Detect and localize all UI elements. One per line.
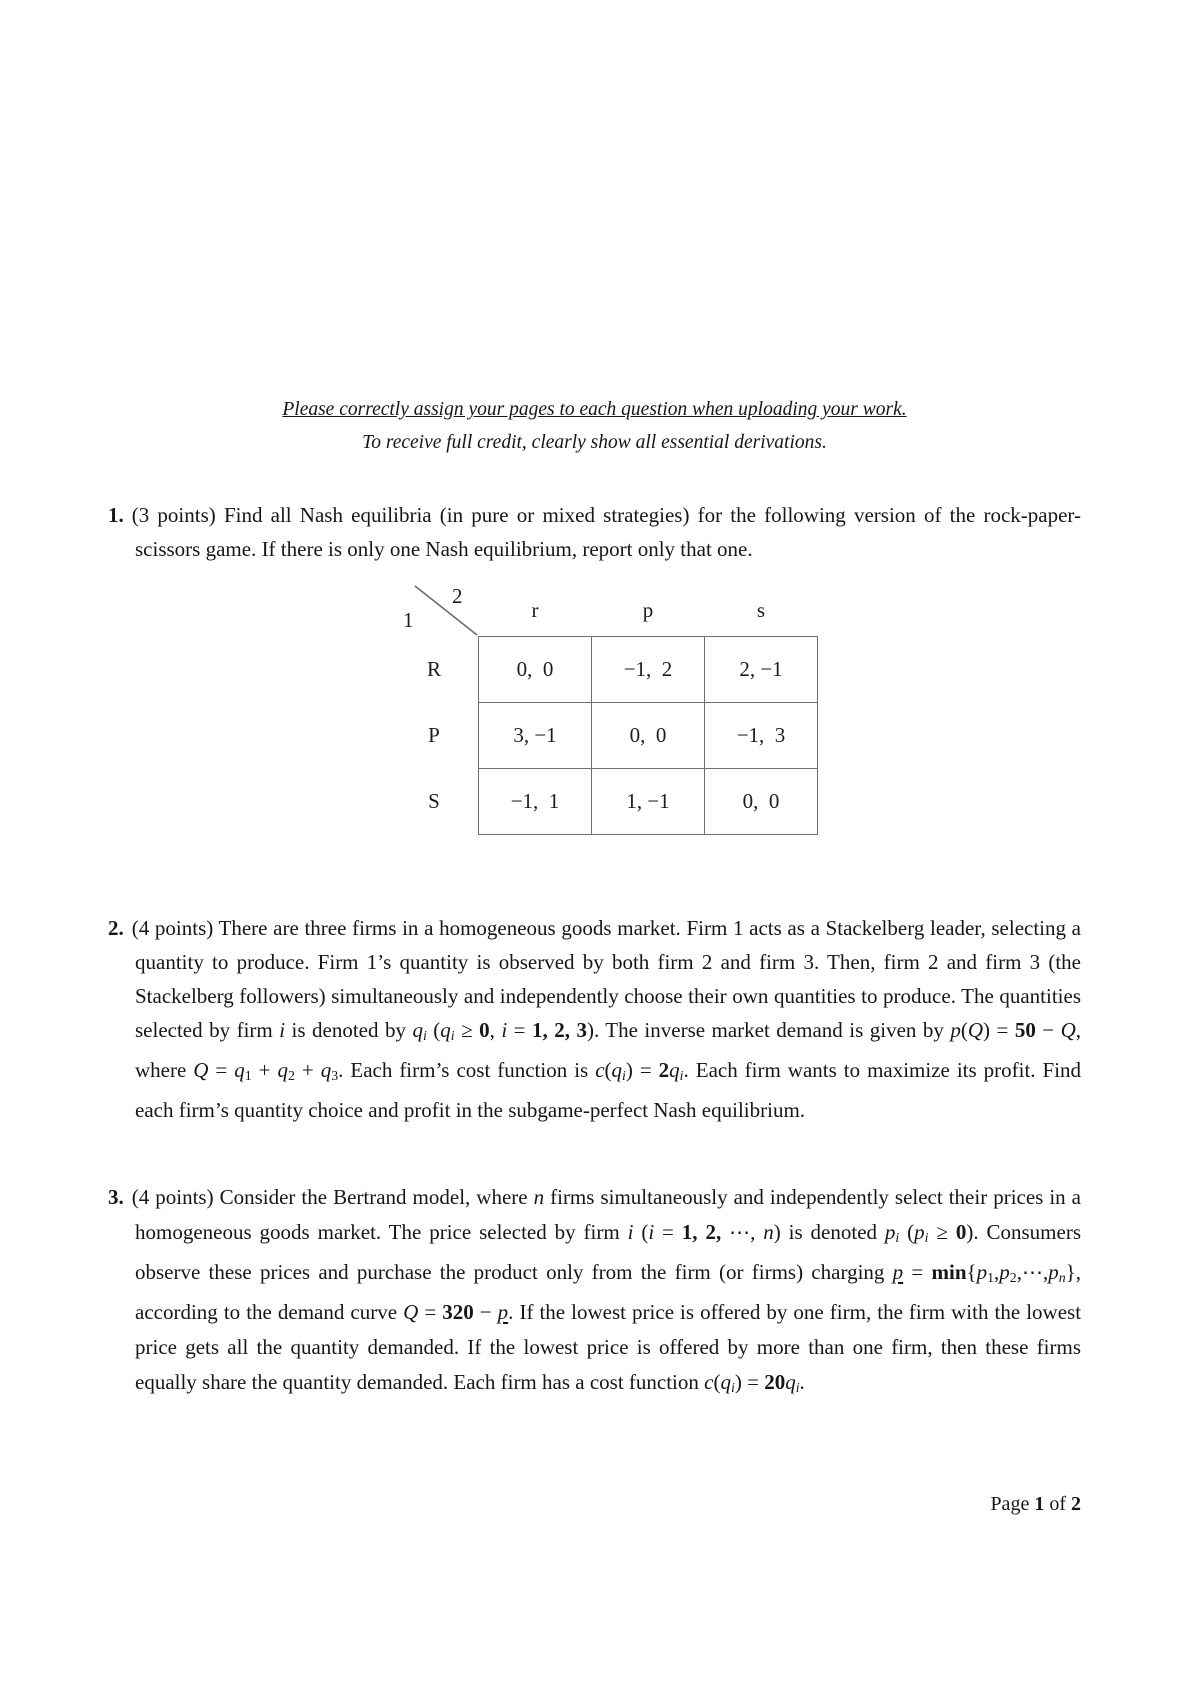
row-label-R: R: [426, 657, 441, 681]
page-number: Page 1 of 2: [990, 1493, 1081, 1515]
question-3-text: (4 points) Consider the Bertrand model, where n firms simultaneously and independently select their prices in a homogeneous goods market. The price selected by firm i (i = 1, 2, ⋯, n) is denoted pi (pi ≥ 0). Consumers observe these prices and purchase the product only from the firm (or firms) charging p = min{p1,p2,⋯,pn}, according to the demand curve Q = 320 − p. If the lowest price is offered by one firm, the firm with the lowest price gets all the quantity demanded. If the lowest price is offered by more than one firm, then these firms equally share the quantity demanded. Each firm has a cost function c(qi) = 20qi.: [131, 1185, 1082, 1396]
payoff-cell-S-r: −1, 1: [479, 769, 592, 835]
instructions-header: [108, 393, 1081, 459]
instructions-line-2: To receive full credit, clearly show all essential derivations.: [362, 432, 827, 453]
payoff-cell-R-r: 0, 0: [479, 637, 592, 703]
question-1-number: 1.: [108, 503, 124, 527]
row-label-P: P: [428, 723, 440, 747]
question-2-number: 2.: [108, 916, 124, 940]
instructions-line-1: Please correctly assign your pages to each question when uploading your work.: [282, 399, 907, 420]
col-label-s: s: [756, 597, 766, 622]
row-label-S: S: [428, 789, 440, 813]
matrix-row-P: [390, 703, 818, 769]
payoff-cell-S-p: 1, −1: [592, 769, 705, 835]
question-3: [108, 1180, 1081, 1405]
payoff-cell-P-r: 3, −1: [479, 703, 592, 769]
payoff-matrix-table: [390, 584, 818, 835]
matrix-row-R: [390, 637, 818, 703]
question-3-number: 3.: [108, 1185, 124, 1209]
question-1-text: (3 points) Find all Nash equilibria (in pure or mixed strategies) for the following version of the rock-paper-scissors game. If there is only one Nash equilibrium, report only that one.: [131, 503, 1081, 561]
payoff-cell-P-s: −1, 3: [705, 703, 818, 769]
payoff-cell-P-p: 0, 0: [592, 703, 705, 769]
matrix-header-row: [390, 584, 818, 637]
player-1-label: 1: [403, 608, 414, 632]
question-1: [108, 498, 1081, 566]
payoff-cell-S-s: 0, 0: [705, 769, 818, 835]
matrix-row-S: [390, 769, 818, 835]
question-2-text: (4 points) There are three firms in a homogeneous goods market. Firm 1 acts as a Stackelberg leader, selecting a quantity to produce. Firm 1’s quantity is observed by both firm 2 and firm 3. Then, firm 2 and firm 3 (the Stackelberg followers) simultaneously and independently choose their own quantities to produce. The quantities selected by firm i is denoted by qi (qi ≥ 0, i = 1, 2, 3). The inverse market demand is given by p(Q) = 50 − Q, where Q = q1 + q2 + q3. Each firm’s cost function is c(qi) = 2qi. Each firm wants to maximize its profit. Find each firm’s quantity choice and profit in the subgame-perfect Nash equilibrium.: [131, 916, 1082, 1123]
col-label-r: r: [531, 597, 539, 622]
payoff-cell-R-s: 2, −1: [705, 637, 818, 703]
col-label-p: p: [642, 597, 654, 622]
question-2: [108, 911, 1081, 1127]
matrix-corner-cell: [390, 584, 479, 637]
payoff-cell-R-p: −1, 2: [592, 637, 705, 703]
payoff-matrix: [390, 584, 818, 835]
player-2-label: 2: [452, 584, 463, 608]
